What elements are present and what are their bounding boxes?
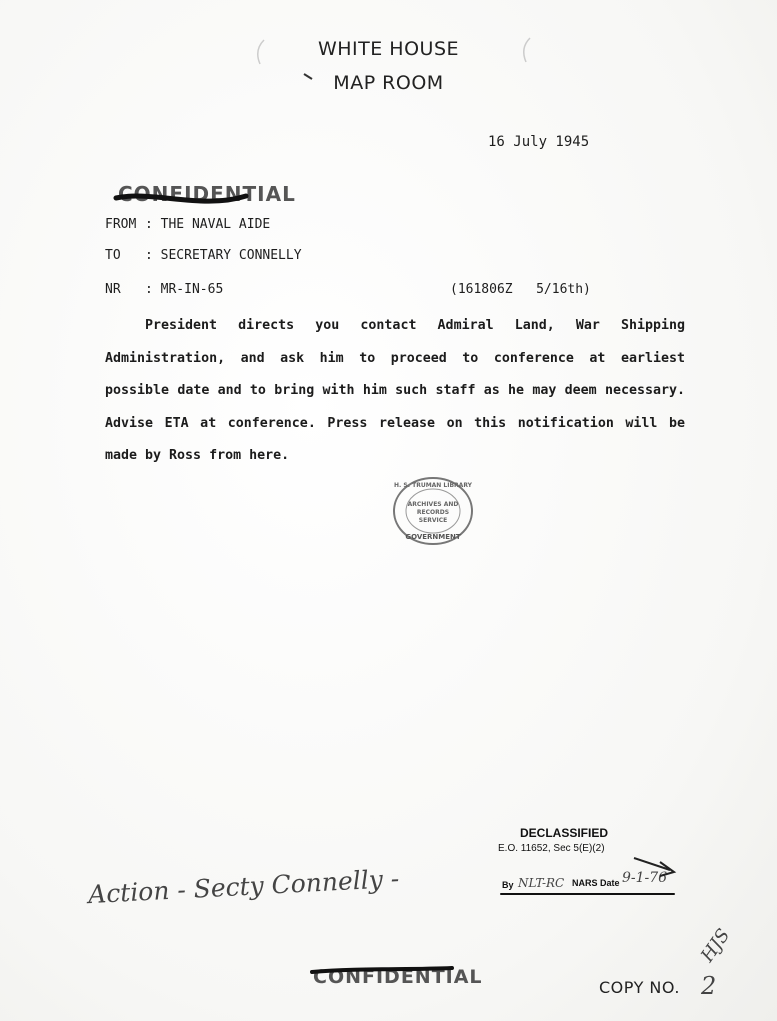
declassified-nars-label: NARS Date [572,878,620,888]
to-value: : SECRETARY CONNELLY [145,248,302,263]
message-body: President directs you contact Admiral Land, War Shipping Administration, and ask him to proceed to conference at earliest possible date and to bring with him such staff as he may deem necessary. Advise ETA at conference. Press release on this notification will be made by Ross from here. [105,318,685,463]
letterhead-title: WHITE HOUSE [317,38,460,60]
letterhead-subtitle: MAP ROOM [333,72,444,94]
declassified-underline [500,893,675,895]
svg-text:SERVICE: SERVICE [418,517,448,524]
declassified-by-value: NLT-RC [518,876,565,890]
punch-mark-left [250,38,270,68]
svg-text:RECORDS: RECORDS [416,509,450,516]
punch-mark-right [516,36,536,66]
declassified-by-label: By [502,880,514,890]
strikeout-bottom [308,962,458,986]
document-date: 16 July 1945 [488,134,590,150]
ink-tick [302,72,316,82]
from-value: : THE NAVAL AIDE [145,217,271,232]
archives-seal [392,476,474,546]
classification-stamp-top: CONFIDENTIAL [118,182,296,206]
to-label: TO [105,248,121,263]
svg-text:GOVERNMENT: GOVERNMENT [405,533,461,541]
date-time-group: (161806Z 5/16th) [450,282,591,297]
svg-text:ARCHIVES AND: ARCHIVES AND [407,501,459,508]
nr-label: NR [105,282,121,297]
declassified-heading: DECLASSIFIED [520,826,609,840]
declassified-date: 9-1-76 [622,870,668,886]
declassified-authority: E.O. 11652, Sec 5(E)(2) [498,843,605,854]
handwritten-action-note: Action - Secty Connelly - [87,863,400,910]
from-label: FROM [105,217,137,232]
classification-stamp-bottom: CONFIDENTIAL [313,966,483,988]
strikeout-top [112,186,252,212]
nr-value: : MR-IN-65 [145,282,224,297]
handwritten-initials: HJS [696,925,735,966]
declassified-arrow-mark [630,852,680,882]
copy-number-value: 2 [701,972,717,1000]
copy-number-label: COPY NO. [599,978,680,997]
svg-text:H. S. TRUMAN LIBRARY: H. S. TRUMAN LIBRARY [394,482,472,489]
